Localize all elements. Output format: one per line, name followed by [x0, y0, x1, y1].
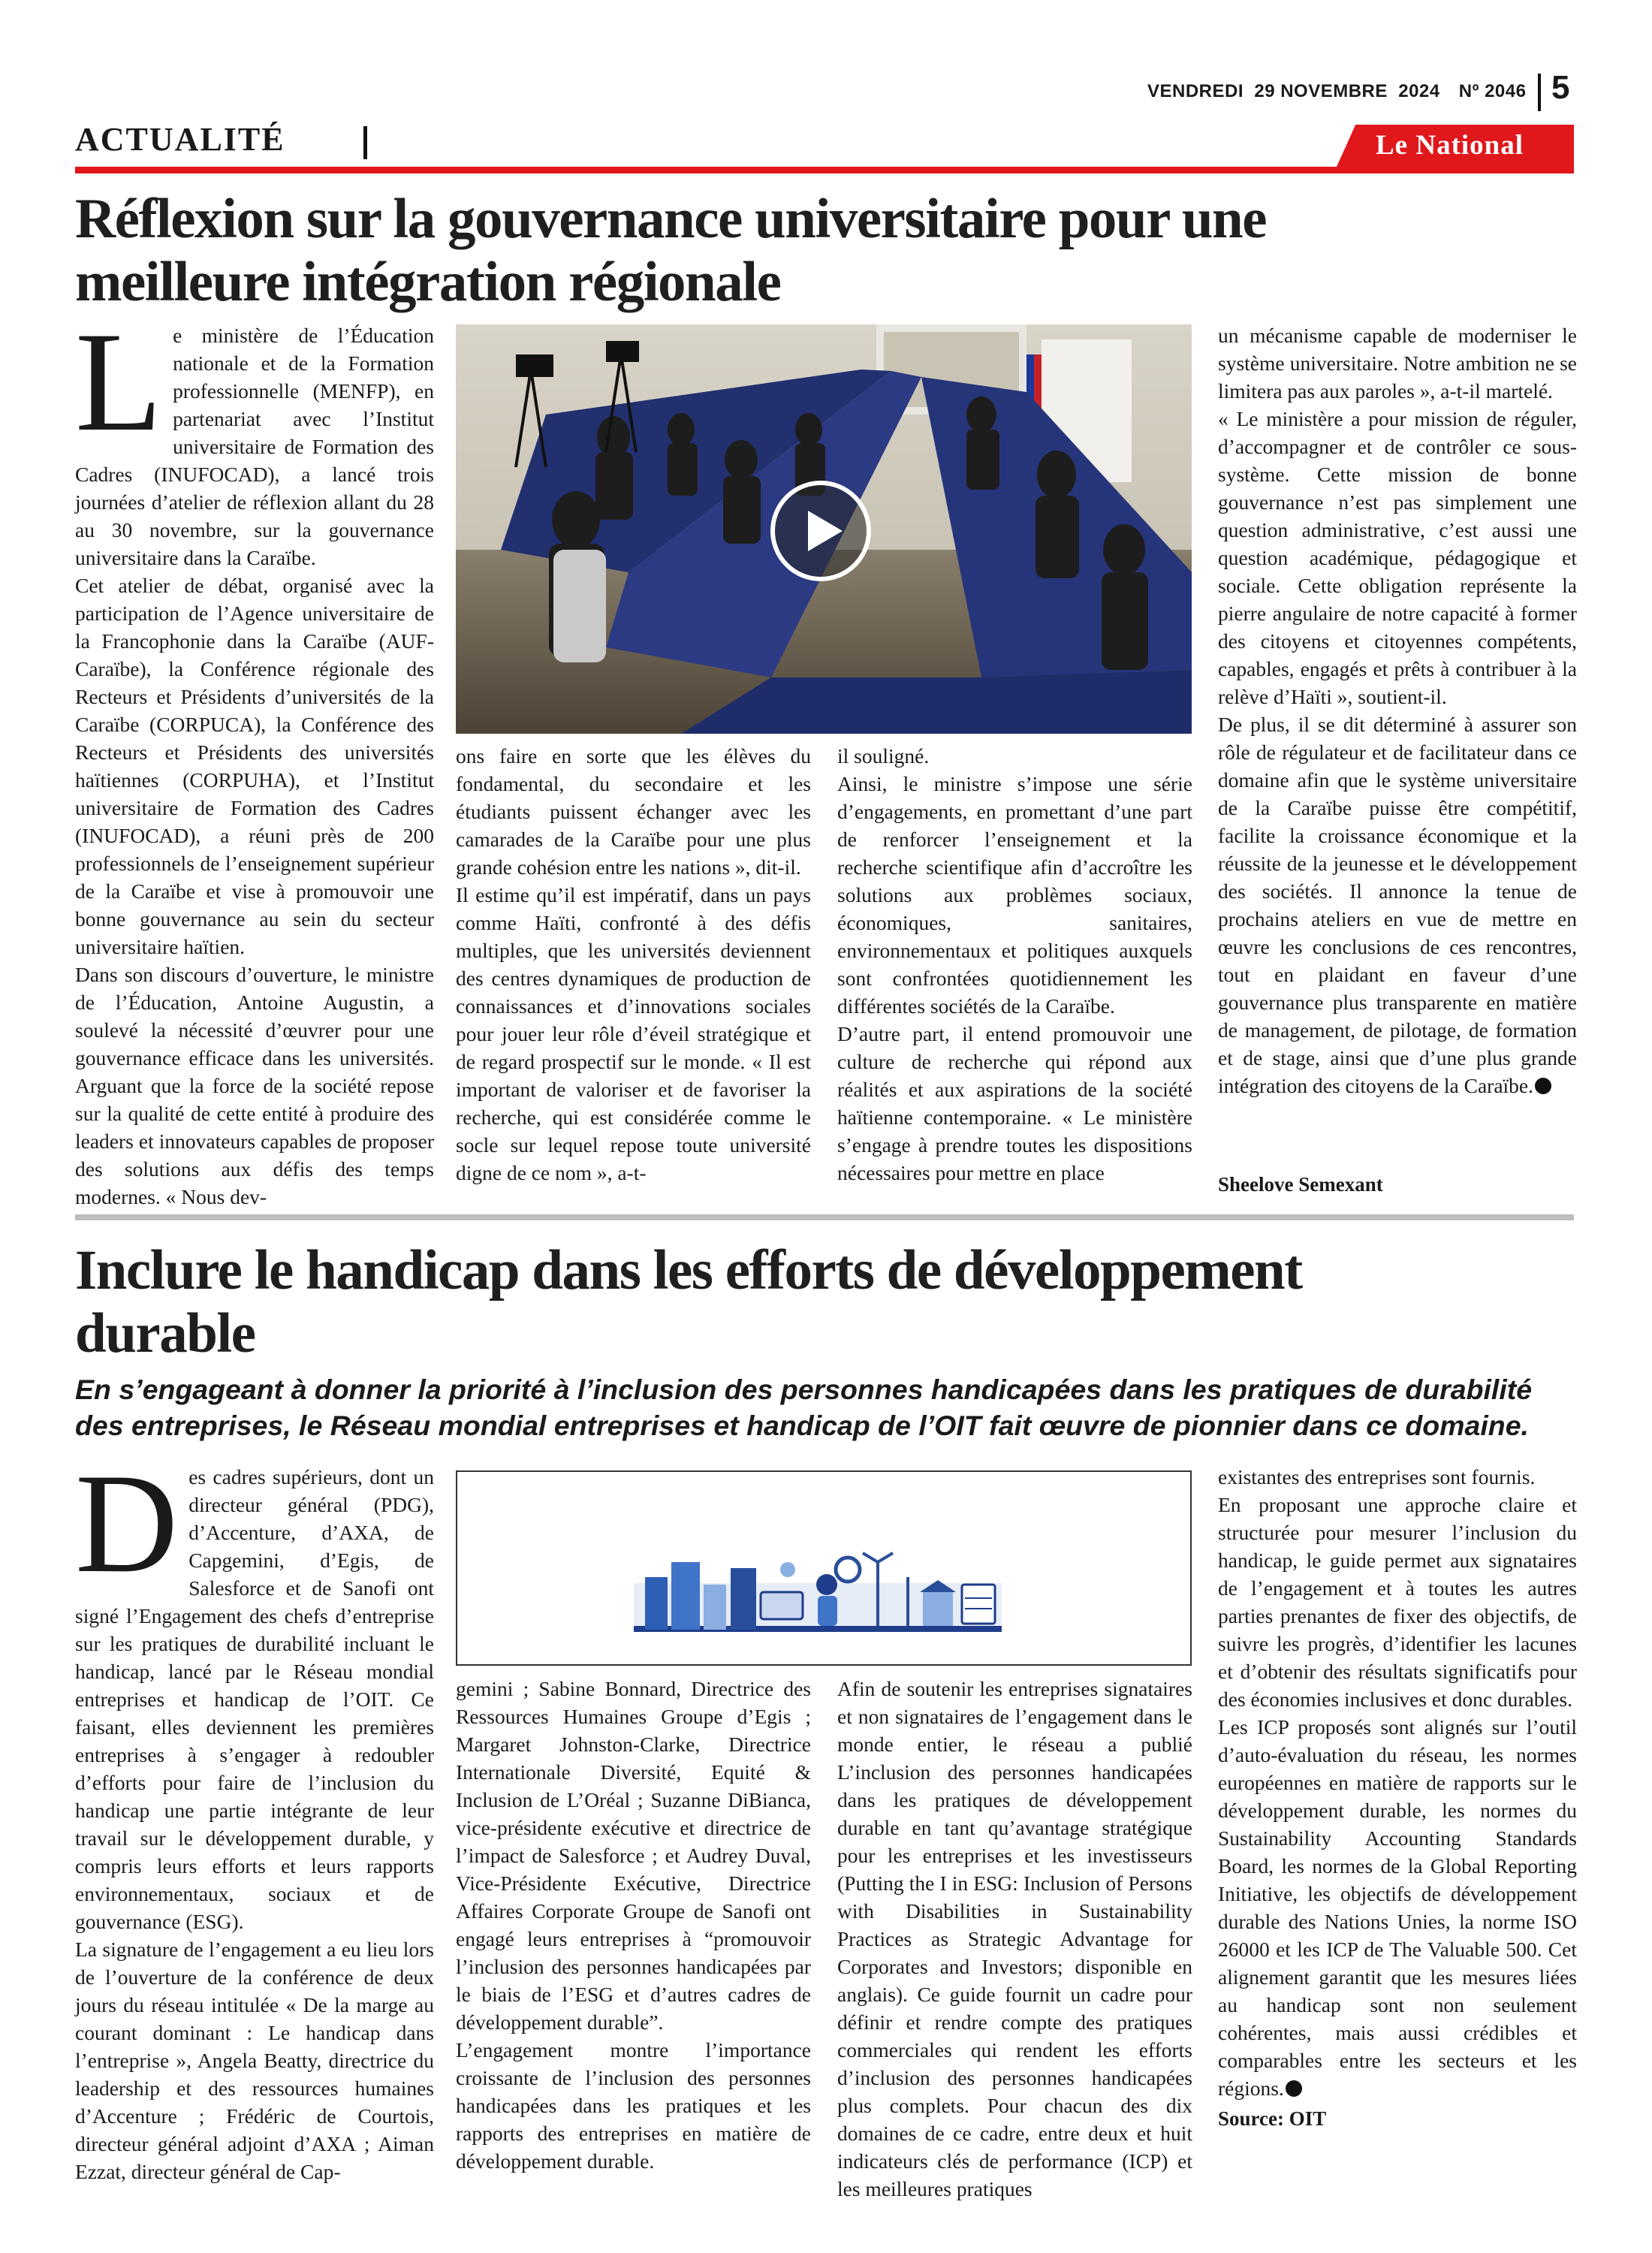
- article2-paragraph: existantes des entreprises sont fournis.: [1218, 1465, 1536, 1488]
- issue-date: [1147, 81, 1526, 102]
- article1-dropcap: L: [75, 303, 163, 461]
- article1-paragraph: Dans son discours d’ouverture, le ministre de l’Éducation, Antoine Augustin, a soulevé la nécessité d’œuvrer pour une gouvernance efficace dans les universités. Arguant que la force de la société repose sur la qualité de cette entité à produire des leaders et innovateurs capables de proposer des solutions aux défis des temps modernes. « Nous dev-: [75, 963, 434, 1208]
- article2-paragraph: gemini ; Sabine Bonnard, Directrice des Ressources Humaines Groupe d’Egis ; Margaret Johnston-Clarke, Directrice Internationale Diversité, Equité & Inclusion de L’Oréal ; Suzanne DiBianca, vice-présidente exécutive et directrice de l’impact de Salesforce ; et Audrey Duval, Vice-Présidente Exécutive, Directrice Affaires Corporate Groupe de Sanofi ont engagé leurs entreprises à “promouvoir l’inclusion des personnes handicapées par le biais de l’ESG et d’autres cadres de développement durable”.: [456, 1677, 811, 2034]
- article2-column-3: [837, 1675, 1192, 2203]
- article1-paragraph: ons faire en sorte que les élèves du fondamental, du secondaire et les étudiants puissent échanger avec les camarades de la Caraïbe pour une plus grande cohésion entre les nations », dit-il.: [456, 744, 811, 879]
- date-text: VENDREDI 29 NOVEMBRE 2024: [1147, 81, 1440, 101]
- brand-logo-text: Le National: [1376, 130, 1524, 161]
- header-rule: [75, 167, 1574, 173]
- article2-paragraph: La signature de l’engagement a eu lieu lors de l’ouverture de la conférence de deux jours du réseau intitulée « De la marge au courant dominant : Le handicap dans l’entreprise », Angela Beatty, directrice du leadership et des ressources humaines d’Accenture ; Frédéric de Courtois, directeur général adjoint d’AXA ; Aiman Ezzat, directeur général de Cap-: [75, 1938, 434, 2183]
- end-of-article-icon: [1286, 2080, 1302, 2097]
- section-divider: [363, 126, 367, 159]
- article2-headline: Inclure le handicap dans les efforts de développement durable: [75, 1239, 1302, 1365]
- article1-paragraph: Ainsi, le ministre s’impose une série d’engagements, en promettant d’une part de renforcer l’enseignement et la recherche scientifique afin d’accroître les solutions aux problèmes sociaux, économiques, sanitaires, environnementaux et politiques auxquels sont confrontées quotidiennement les différentes sociétés de la Caraïbe.: [837, 772, 1192, 1018]
- play-icon[interactable]: [770, 481, 871, 581]
- article1-paragraph: il souligné.: [837, 744, 930, 768]
- sustainability-illustration: [457, 1472, 1190, 1664]
- article2-column-1: [75, 1445, 434, 2185]
- article2-paragraph: L’engagement montre l’importance croissante de l’inclusion des personnes handicapées dans les pratiques et les rapports des entreprises en matière de développement durable.: [456, 2038, 811, 2173]
- article1-paragraph: e ministère de l’Éducation nationale et de la Formation professionnelle (MENFP), en partenariat avec l’Institut universitaire de Formation des Cadres (INUFOCAD), a lancé trois journées d’atelier de réflexion allant du 28 au 30 novembre, sur la gouvernance universitaire dans la Caraïbe.: [75, 324, 434, 569]
- article1-paragraph: Cet atelier de débat, organisé avec la participation de l’Agence universitaire de la Francophonie dans la Caraïbe (AUF-Caraïbe), la Conférence régionale des Recteurs et Présidents d’universités de la Caraïbe (CORPUCA), la Conférence des Recteurs et Présidents des universités haïtiennes (CORPUHA), et l’Institut universitaire de Formation des Cadres (INUFOCAD), a réuni près de 200 professionnels de l’enseignement supérieur de la Caraïbe et vise à promouvoir une bonne gouvernance au sein du secteur universitaire haïtien.: [75, 574, 434, 958]
- article2-column-2: [456, 1675, 811, 2175]
- article1-paragraph: D’autre part, il entend promouvoir une culture de recherche qui répond aux réalités et aux aspirations de la société haïtienne contemporaine. « Le ministère s’engage à prendre toutes les dispositions nécessaires pour mettre en place: [837, 1022, 1192, 1184]
- article1-byline: Sheelove Semexant: [1218, 1173, 1383, 1196]
- issue-number: Nº 2046: [1458, 81, 1527, 101]
- article1-paragraph: un mécanisme capable de moderniser le système universitaire. Notre ambition ne se limitera pas aux paroles », a-t-il martelé.: [1218, 324, 1577, 403]
- article2-dropcap: D: [75, 1445, 179, 1603]
- article2-source: Source: OIT: [1218, 2107, 1327, 2130]
- section-label: ACTUALITÉ: [75, 121, 285, 158]
- article1-paragraph: De plus, il se dit déterminé à assurer son rôle de régulateur et de facilitateur dans ce domaine afin que le système universitaire de la Caraïbe puisse être compétitif, facilite la croissance économique et la réussite de la jeunesse et le développement des sociétés. Il annonce la tenue de prochains ateliers en vue de mettre en œuvre les conclusions de ces rencontres, tout en plaidant en faveur d’une gouvernance plus transparente en matière de management, de pilotage, de formation et de stage, ainsi que d’une plus grande intégration des citoyens de la Caraïbe.: [1218, 713, 1577, 1097]
- article2-illustration: [456, 1470, 1192, 1666]
- article1-column-2: [456, 742, 811, 1187]
- article1-column-1: [75, 303, 434, 1211]
- article1-column-3: [837, 742, 1192, 1187]
- article2-column-4: [1218, 1463, 1577, 2102]
- article2-paragraph: Les ICP proposés sont alignés sur l’outil d’auto-évaluation du réseau, les normes européennes en matière de rapports sur le développement durable, les normes du Sustainability Accounting Standards Board, les normes de la Global Reporting Initiative, les objectifs de développement durable des Nations Unies, la norme ISO 26000 et les ICP de The Valuable 500. Cet alignement garantit que les mesures liées au handicap sont non seulement cohérentes, mais aussi crédibles et comparables entre les secteurs et les régions.: [1218, 1715, 1577, 2100]
- page-number: 5: [1551, 69, 1570, 106]
- article2-lead: En s’engageant à donner la priorité à l’inclusion des personnes handicapées dans les pratiques de durabilité des entreprises, le Réseau mondial entreprises et handicap de l’OIT fait œuvre de pionnier dans ce domaine.: [75, 1374, 1533, 1441]
- article1-paragraph: « Le ministère a pour mission de réguler, d’accompagner et de contrôler ce sous-système. Cette mission de bonne gouvernance n’est pas simplement une question administrative, c’est aussi une question académique, pédagogique et sociale. Cette obligation représente la pierre angulaire de notre capacité à former des citoyens et citoyennes compétents, capables, engagés et prêts à contribuer à la relève d’Haïti », soutient-il.: [1218, 407, 1577, 708]
- article2-paragraph: es cadres supérieurs, dont un directeur général (PDG), d’Accenture, d’AXA, de Capgemini, d’Egis, de Salesforce et de Sanofi ont signé l’Engagement des chefs d’entreprise sur les pratiques de durabilité incluant le handicap, lancé par le Réseau mondial entreprises et handicap de l’OIT. Ce faisant, elles deviennent les premières entreprises à s’engager à redoubler d’efforts pour faire de l’inclusion du handicap une partie intégrante de leur travail sur le développement durable, y compris leurs efforts et leurs rapports environnementaux, sociaux et de gouvernance (ESG).: [75, 1465, 434, 1933]
- article2-paragraph: Afin de soutenir les entreprises signataires et non signataires de l’engagement dans le monde entier, le réseau a publié L’inclusion des personnes handicapées dans les pratiques de développement durable en tant qu’avantage stratégique pour les entreprises et les investisseurs (Putting the I in ESG: Inclusion of Persons with Disabilities in Sustainability Practices as Strategic Advantage for Corporates and Investors; disponible en anglais). Ce guide fournit un cadre pour définir et rendre compte des pratiques commerciales qui rendent les efforts d’inclusion des personnes handicapées plus complets. Pour chacun des dix domaines de ce cadre, entre deux et huit indicateurs clés de performance (ICP) et les meilleures pratiques: [837, 1677, 1192, 2200]
- end-of-article-icon: [1535, 1078, 1551, 1094]
- article-divider: [75, 1214, 1574, 1220]
- page-number-divider: [1538, 74, 1541, 111]
- article1-column-4: [1218, 321, 1577, 1099]
- article2-paragraph: En proposant une approche claire et structurée pour mesurer l’inclusion du handicap, le guide permet aux signataires de l’engagement et à toutes les autres parties prenantes de fixer des objectifs, de suivre les progrès, d’identifier les lacunes et d’obtenir des résultats significatifs pour des économies inclusives et donc durables.: [1218, 1493, 1577, 1711]
- play-triangle-icon: [775, 485, 867, 577]
- article1-paragraph: Il estime qu’il est impératif, dans un pays comme Haïti, confronté à des défis multiples, que les universités deviennent des centres dynamiques de production de connaissances et d’innovations sociales pour jouer leur rôle d’éveil stratégique et de regard prospectif sur le monde. « Il est important de valoriser et de favoriser la recherche, qui est considérée comme le socle sur lequel repose toute université digne de ce nom », a-t-: [456, 883, 811, 1184]
- article1-headline: Réflexion sur la gouvernance universitaire pour une meilleure intégration régionale: [75, 188, 1267, 313]
